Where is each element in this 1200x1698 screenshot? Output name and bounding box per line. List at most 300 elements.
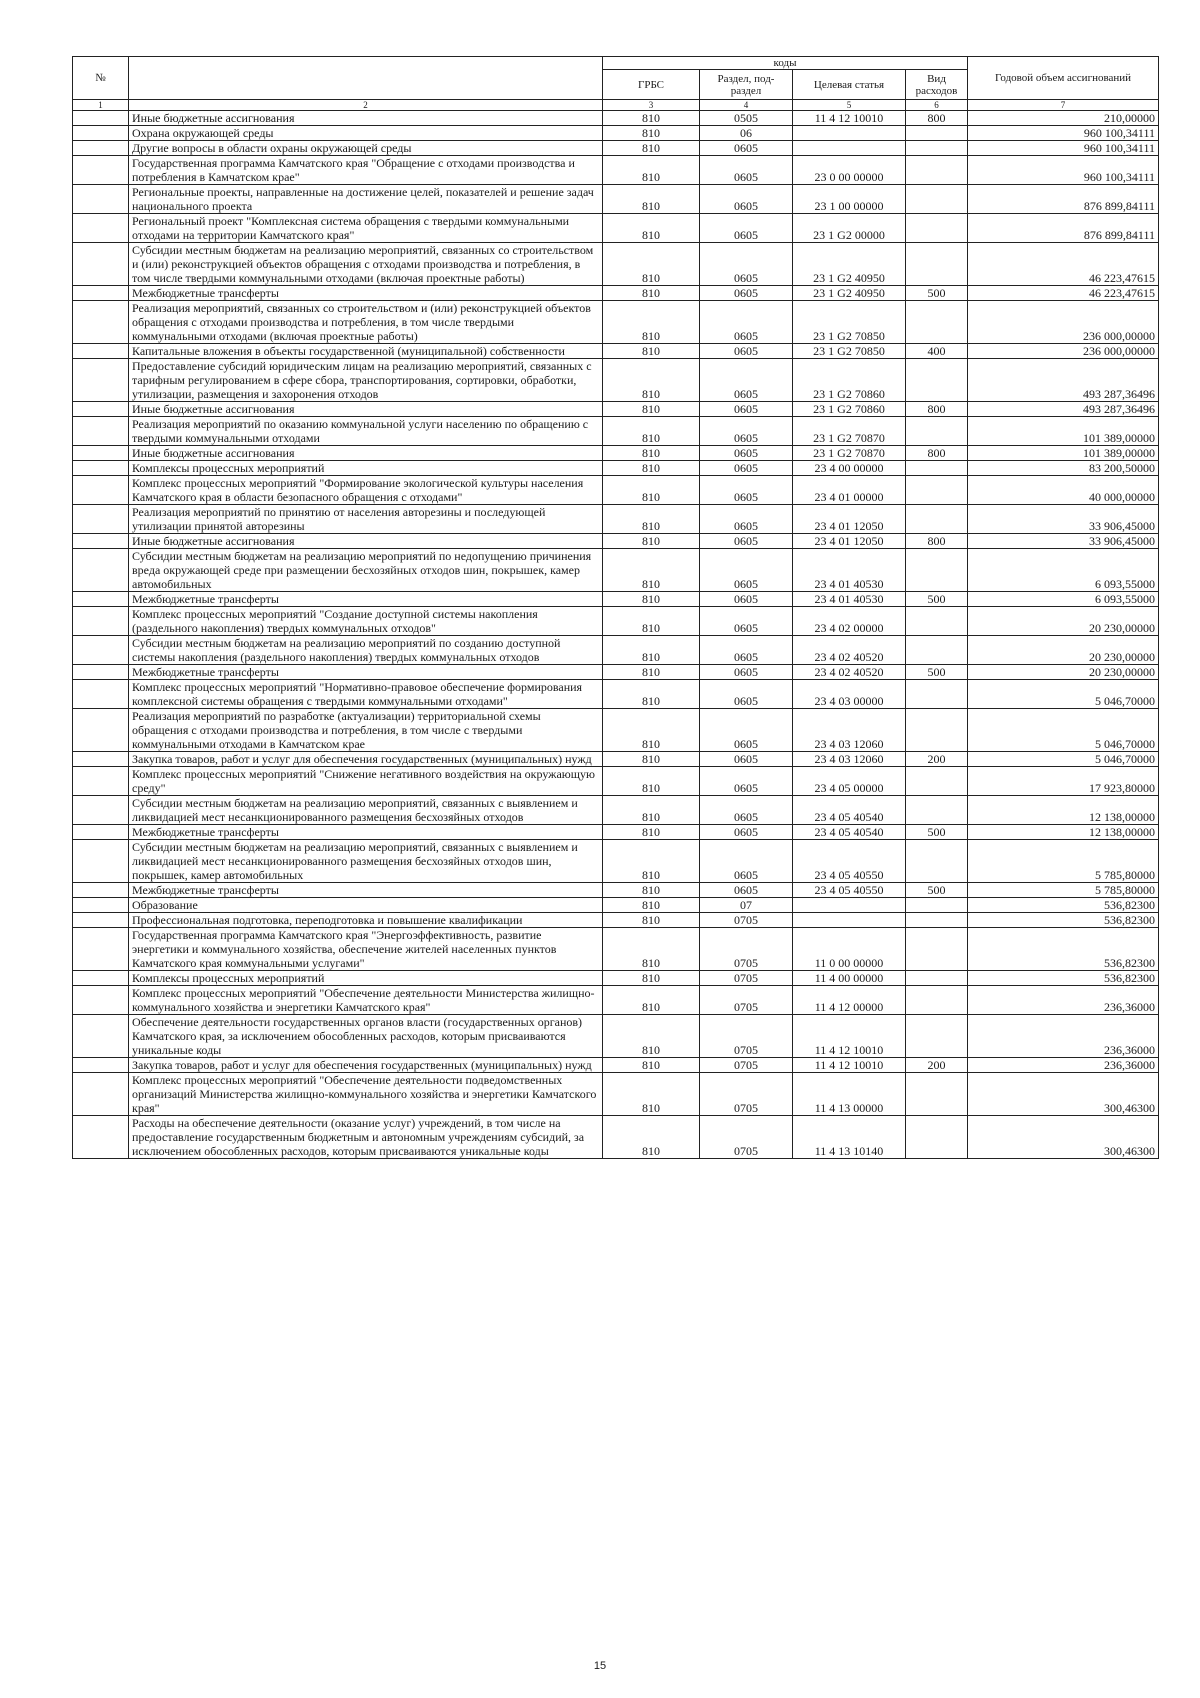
- row-number-cell: [73, 1116, 129, 1159]
- column-number: 2: [129, 100, 603, 111]
- row-grbs-cell: 810: [603, 344, 700, 359]
- row-amount-cell: 20 230,00000: [968, 607, 1159, 636]
- table-row: [73, 286, 1159, 301]
- header-codes: коды: [603, 57, 968, 70]
- row-amount-cell: 236,36000: [968, 1015, 1159, 1058]
- header-grbs: ГРБС: [603, 70, 700, 100]
- row-grbs-cell: 810: [603, 592, 700, 607]
- row-exp-type-cell: 800: [906, 534, 968, 549]
- table-row: [73, 928, 1159, 971]
- row-grbs-cell: 810: [603, 636, 700, 665]
- row-exp-type-cell: [906, 1073, 968, 1116]
- row-target-cell: 11 4 13 10140: [793, 1116, 906, 1159]
- row-target-cell: 11 4 12 10010: [793, 1015, 906, 1058]
- row-grbs-cell: 810: [603, 840, 700, 883]
- table-body: [73, 111, 1159, 1159]
- row-section-cell: 0605: [700, 214, 793, 243]
- row-exp-type-cell: [906, 636, 968, 665]
- row-exp-type-cell: 500: [906, 592, 968, 607]
- row-target-cell: 23 1 G2 00000: [793, 214, 906, 243]
- row-number-cell: [73, 928, 129, 971]
- table-row: [73, 141, 1159, 156]
- row-grbs-cell: 810: [603, 549, 700, 592]
- row-grbs-cell: 810: [603, 185, 700, 214]
- row-number-cell: [73, 111, 129, 126]
- row-amount-cell: 20 230,00000: [968, 665, 1159, 680]
- row-number-cell: [73, 840, 129, 883]
- row-exp-type-cell: [906, 796, 968, 825]
- page-number: 15: [593, 1660, 607, 1672]
- row-target-cell: 23 1 G2 70850: [793, 301, 906, 344]
- row-exp-type-cell: [906, 185, 968, 214]
- row-target-cell: 23 1 G2 70870: [793, 417, 906, 446]
- row-number-cell: [73, 825, 129, 840]
- row-number-cell: [73, 344, 129, 359]
- row-section-cell: 0605: [700, 461, 793, 476]
- table-row: [73, 461, 1159, 476]
- row-number-cell: [73, 185, 129, 214]
- row-exp-type-cell: 800: [906, 402, 968, 417]
- row-name-cell: Межбюджетные трансферты: [129, 883, 603, 898]
- row-grbs-cell: 810: [603, 709, 700, 752]
- row-grbs-cell: 810: [603, 505, 700, 534]
- row-exp-type-cell: [906, 505, 968, 534]
- row-section-cell: 0605: [700, 636, 793, 665]
- row-exp-type-cell: [906, 840, 968, 883]
- row-exp-type-cell: [906, 709, 968, 752]
- table-row: [73, 301, 1159, 344]
- table-row: [73, 359, 1159, 402]
- row-exp-type-cell: [906, 680, 968, 709]
- row-grbs-cell: 810: [603, 476, 700, 505]
- row-target-cell: 23 4 03 00000: [793, 680, 906, 709]
- row-target-cell: 11 4 00 00000: [793, 971, 906, 986]
- table-row: [73, 898, 1159, 913]
- row-amount-cell: 20 230,00000: [968, 636, 1159, 665]
- row-exp-type-cell: [906, 141, 968, 156]
- row-grbs-cell: 810: [603, 898, 700, 913]
- row-name-cell: Реализация мероприятий по разработке (актуализации) территориальной схемы обращения с отходами производства и потребления, в том числе с твердыми коммунальными отходами в Камчатском крае: [129, 709, 603, 752]
- row-section-cell: 0705: [700, 1116, 793, 1159]
- row-name-cell: Профессиональная подготовка, переподготовка и повышение квалификации: [129, 913, 603, 928]
- row-exp-type-cell: [906, 476, 968, 505]
- table-row: [73, 665, 1159, 680]
- row-number-cell: [73, 402, 129, 417]
- row-number-cell: [73, 461, 129, 476]
- row-name-cell: Иные бюджетные ассигнования: [129, 446, 603, 461]
- row-target-cell: 23 4 05 40550: [793, 883, 906, 898]
- row-name-cell: Субсидии местным бюджетам на реализацию мероприятий, связанных со строительством и (или) реконструкцией объектов обращения с отходами производства и потребления, в том числе твердыми коммунальными отходами (включая проектные работы): [129, 243, 603, 286]
- row-section-cell: 0605: [700, 359, 793, 402]
- row-number-cell: [73, 141, 129, 156]
- row-section-cell: 0605: [700, 344, 793, 359]
- row-number-cell: [73, 796, 129, 825]
- row-number-cell: [73, 417, 129, 446]
- table-row: [73, 549, 1159, 592]
- row-number-cell: [73, 126, 129, 141]
- row-amount-cell: 5 046,70000: [968, 752, 1159, 767]
- row-section-cell: 0605: [700, 592, 793, 607]
- column-number: 5: [793, 100, 906, 111]
- row-grbs-cell: 810: [603, 446, 700, 461]
- row-exp-type-cell: [906, 461, 968, 476]
- row-target-cell: 23 1 00 00000: [793, 185, 906, 214]
- row-number-cell: [73, 505, 129, 534]
- row-name-cell: Предоставление субсидий юридическим лицам на реализацию мероприятий, связанных с тарифным регулированием в сфере сбора, транспортирования, сортировки, обработки, утилизации, размещения и захоронения отходов: [129, 359, 603, 402]
- row-section-cell: 0605: [700, 752, 793, 767]
- row-section-cell: 0605: [700, 767, 793, 796]
- row-amount-cell: 236 000,00000: [968, 301, 1159, 344]
- row-amount-cell: 6 093,55000: [968, 592, 1159, 607]
- row-target-cell: 23 4 03 12060: [793, 752, 906, 767]
- row-number-cell: [73, 898, 129, 913]
- row-target-cell: 23 4 01 12050: [793, 505, 906, 534]
- header-no: №: [73, 57, 129, 100]
- row-number-cell: [73, 913, 129, 928]
- row-name-cell: Комплексы процессных мероприятий: [129, 461, 603, 476]
- row-amount-cell: 960 100,34111: [968, 141, 1159, 156]
- row-amount-cell: 210,00000: [968, 111, 1159, 126]
- row-name-cell: Государственная программа Камчатского края "Энергоэффективность, развитие энергетики и коммунального хозяйства, обеспечение жителей населенных пунктов Камчатского края коммунальными услугами": [129, 928, 603, 971]
- row-target-cell: 23 4 05 40550: [793, 840, 906, 883]
- table-row: [73, 592, 1159, 607]
- row-target-cell: 23 1 G2 70860: [793, 402, 906, 417]
- row-amount-cell: 536,82300: [968, 971, 1159, 986]
- table-row: [73, 607, 1159, 636]
- row-name-cell: Комплексы процессных мероприятий: [129, 971, 603, 986]
- row-grbs-cell: 810: [603, 1073, 700, 1116]
- row-number-cell: [73, 156, 129, 185]
- table-row: [73, 971, 1159, 986]
- row-target-cell: 23 4 01 40530: [793, 592, 906, 607]
- row-number-cell: [73, 301, 129, 344]
- row-target-cell: 11 4 12 10010: [793, 1058, 906, 1073]
- table-row: [73, 534, 1159, 549]
- row-amount-cell: 5 046,70000: [968, 709, 1159, 752]
- row-grbs-cell: 810: [603, 156, 700, 185]
- row-amount-cell: 536,82300: [968, 928, 1159, 971]
- table-row: [73, 752, 1159, 767]
- row-grbs-cell: 810: [603, 1015, 700, 1058]
- row-section-cell: 0605: [700, 796, 793, 825]
- row-grbs-cell: 810: [603, 402, 700, 417]
- row-target-cell: 23 0 00 00000: [793, 156, 906, 185]
- row-grbs-cell: 810: [603, 796, 700, 825]
- row-amount-cell: 236,36000: [968, 986, 1159, 1015]
- row-name-cell: Субсидии местным бюджетам на реализацию мероприятий, связанных с выявлением и ликвидацией мест несанкционированного размещения бесхозяйных отходов шин, покрышек, камер автомобильных: [129, 840, 603, 883]
- row-name-cell: Межбюджетные трансферты: [129, 592, 603, 607]
- row-section-cell: 07: [700, 898, 793, 913]
- row-number-cell: [73, 592, 129, 607]
- row-target-cell: 23 4 05 40540: [793, 796, 906, 825]
- row-exp-type-cell: [906, 986, 968, 1015]
- row-section-cell: 0605: [700, 243, 793, 286]
- row-target-cell: 11 0 00 00000: [793, 928, 906, 971]
- table-row: [73, 767, 1159, 796]
- row-amount-cell: 5 046,70000: [968, 680, 1159, 709]
- row-section-cell: 0605: [700, 417, 793, 446]
- row-number-cell: [73, 359, 129, 402]
- row-number-cell: [73, 883, 129, 898]
- table-row: [73, 505, 1159, 534]
- row-exp-type-cell: 800: [906, 111, 968, 126]
- row-exp-type-cell: [906, 243, 968, 286]
- row-exp-type-cell: [906, 417, 968, 446]
- row-number-cell: [73, 534, 129, 549]
- row-name-cell: Иные бюджетные ассигнования: [129, 111, 603, 126]
- row-grbs-cell: 810: [603, 913, 700, 928]
- row-exp-type-cell: [906, 156, 968, 185]
- row-section-cell: 0605: [700, 286, 793, 301]
- row-amount-cell: 536,82300: [968, 898, 1159, 913]
- row-amount-cell: 5 785,80000: [968, 840, 1159, 883]
- row-section-cell: 0605: [700, 665, 793, 680]
- table-row: [73, 796, 1159, 825]
- row-section-cell: 0605: [700, 680, 793, 709]
- table-row: [73, 111, 1159, 126]
- row-number-cell: [73, 1015, 129, 1058]
- column-number: 4: [700, 100, 793, 111]
- row-name-cell: Реализация мероприятий по оказанию коммунальной услуги населению по обращению с твердыми коммунальными отходами: [129, 417, 603, 446]
- row-amount-cell: 101 389,00000: [968, 417, 1159, 446]
- table-row: [73, 825, 1159, 840]
- row-exp-type-cell: 400: [906, 344, 968, 359]
- header-exp-type: Вид расходов: [906, 70, 968, 100]
- row-section-cell: 0705: [700, 928, 793, 971]
- row-section-cell: 0605: [700, 185, 793, 214]
- row-section-cell: 0705: [700, 1073, 793, 1116]
- row-amount-cell: 300,46300: [968, 1116, 1159, 1159]
- row-exp-type-cell: 500: [906, 825, 968, 840]
- row-grbs-cell: 810: [603, 1116, 700, 1159]
- row-target-cell: 23 4 03 12060: [793, 709, 906, 752]
- row-section-cell: 0705: [700, 986, 793, 1015]
- row-grbs-cell: 810: [603, 111, 700, 126]
- table-row: [73, 446, 1159, 461]
- row-section-cell: 0605: [700, 534, 793, 549]
- row-amount-cell: 83 200,50000: [968, 461, 1159, 476]
- row-section-cell: 0605: [700, 505, 793, 534]
- row-number-cell: [73, 680, 129, 709]
- row-amount-cell: 876 899,84111: [968, 214, 1159, 243]
- table-row: [73, 1015, 1159, 1058]
- row-section-cell: 0605: [700, 301, 793, 344]
- row-number-cell: [73, 1073, 129, 1116]
- row-name-cell: Реализация мероприятий по принятию от населения авторезины и последующей утилизации принятой авторезины: [129, 505, 603, 534]
- row-name-cell: Другие вопросы в области охраны окружающей среды: [129, 141, 603, 156]
- row-grbs-cell: 810: [603, 607, 700, 636]
- row-section-cell: 0605: [700, 825, 793, 840]
- row-amount-cell: 5 785,80000: [968, 883, 1159, 898]
- row-exp-type-cell: [906, 214, 968, 243]
- row-target-cell: 23 4 01 00000: [793, 476, 906, 505]
- column-number: 6: [906, 100, 968, 111]
- row-section-cell: 0605: [700, 883, 793, 898]
- row-amount-cell: 101 389,00000: [968, 446, 1159, 461]
- row-name-cell: Обеспечение деятельности государственных органов власти (государственных органов) Камчатского края, за исключением обособленных расходов, которым присваиваются уникальные коды: [129, 1015, 603, 1058]
- header-name: [129, 57, 603, 100]
- row-target-cell: 23 4 01 12050: [793, 534, 906, 549]
- row-name-cell: Субсидии местным бюджетам на реализацию мероприятий, связанных с выявлением и ликвидацией мест несанкционированного размещения бесхозяйных отходов: [129, 796, 603, 825]
- row-target-cell: 23 4 05 40540: [793, 825, 906, 840]
- row-section-cell: 0505: [700, 111, 793, 126]
- table-row: [73, 680, 1159, 709]
- budget-table: [72, 56, 1159, 1159]
- row-exp-type-cell: [906, 928, 968, 971]
- row-name-cell: Межбюджетные трансферты: [129, 286, 603, 301]
- row-grbs-cell: 810: [603, 301, 700, 344]
- row-amount-cell: 46 223,47615: [968, 243, 1159, 286]
- row-number-cell: [73, 665, 129, 680]
- row-target-cell: 23 4 00 00000: [793, 461, 906, 476]
- table-row: [73, 636, 1159, 665]
- row-name-cell: Образование: [129, 898, 603, 913]
- row-section-cell: 0605: [700, 402, 793, 417]
- column-numbers-row: [73, 100, 1159, 111]
- row-section-cell: 0705: [700, 1015, 793, 1058]
- row-section-cell: 0705: [700, 913, 793, 928]
- row-name-cell: Комплекс процессных мероприятий "Обеспечение деятельности Министерства жилищно-коммунального хозяйства и энергетики Камчатского края": [129, 986, 603, 1015]
- row-name-cell: Иные бюджетные ассигнования: [129, 534, 603, 549]
- row-name-cell: Закупка товаров, работ и услуг для обеспечения государственных (муниципальных) нужд: [129, 1058, 603, 1073]
- row-grbs-cell: 810: [603, 767, 700, 796]
- table-row: [73, 402, 1159, 417]
- row-name-cell: Охрана окружающей среды: [129, 126, 603, 141]
- row-section-cell: 0605: [700, 840, 793, 883]
- row-grbs-cell: 810: [603, 665, 700, 680]
- row-target-cell: 23 4 01 40530: [793, 549, 906, 592]
- row-number-cell: [73, 1058, 129, 1073]
- row-name-cell: Комплекс процессных мероприятий "Обеспечение деятельности подведомственных организаций Министерства жилищно-коммунального хозяйства и энергетики Камчатского края": [129, 1073, 603, 1116]
- row-name-cell: Расходы на обеспечение деятельности (оказание услуг) учреждений, в том числе на предоставление государственным бюджетным и автономным учреждениям субсидий, за исключением обособленных расходов, которым присваиваются уникальные коды: [129, 1116, 603, 1159]
- row-grbs-cell: 810: [603, 141, 700, 156]
- row-amount-cell: 300,46300: [968, 1073, 1159, 1116]
- row-target-cell: [793, 898, 906, 913]
- row-target-cell: 23 4 02 00000: [793, 607, 906, 636]
- row-name-cell: Капитальные вложения в объекты государственной (муниципальной) собственности: [129, 344, 603, 359]
- row-name-cell: Субсидии местным бюджетам на реализацию мероприятий по созданию доступной системы накопления (раздельного накопления) твердых коммунальных отходов: [129, 636, 603, 665]
- row-exp-type-cell: 500: [906, 286, 968, 301]
- row-target-cell: [793, 126, 906, 141]
- row-exp-type-cell: [906, 1116, 968, 1159]
- row-name-cell: Иные бюджетные ассигнования: [129, 402, 603, 417]
- row-number-cell: [73, 243, 129, 286]
- row-grbs-cell: 810: [603, 534, 700, 549]
- row-exp-type-cell: [906, 607, 968, 636]
- row-grbs-cell: 810: [603, 461, 700, 476]
- row-target-cell: [793, 913, 906, 928]
- row-grbs-cell: 810: [603, 986, 700, 1015]
- row-section-cell: 0705: [700, 971, 793, 986]
- row-section-cell: 0705: [700, 1058, 793, 1073]
- row-exp-type-cell: [906, 898, 968, 913]
- column-number: 1: [73, 100, 129, 111]
- row-grbs-cell: 810: [603, 825, 700, 840]
- row-grbs-cell: 810: [603, 752, 700, 767]
- table-row: [73, 1058, 1159, 1073]
- row-name-cell: Государственная программа Камчатского края "Обращение с отходами производства и потребления в Камчатском крае": [129, 156, 603, 185]
- row-target-cell: 11 4 13 00000: [793, 1073, 906, 1116]
- row-amount-cell: 40 000,00000: [968, 476, 1159, 505]
- row-name-cell: Региональные проекты, направленные на достижение целей, показателей и решение задач национального проекта: [129, 185, 603, 214]
- row-exp-type-cell: [906, 1015, 968, 1058]
- table-row: [73, 344, 1159, 359]
- row-target-cell: 23 4 05 00000: [793, 767, 906, 796]
- table-row: [73, 126, 1159, 141]
- row-target-cell: 23 1 G2 40950: [793, 243, 906, 286]
- row-exp-type-cell: 200: [906, 1058, 968, 1073]
- row-grbs-cell: 810: [603, 126, 700, 141]
- table-row: [73, 883, 1159, 898]
- row-amount-cell: 236 000,00000: [968, 344, 1159, 359]
- row-name-cell: Субсидии местным бюджетам на реализацию мероприятий по недопущению причинения вреда окружающей среде при размещении бесхозяйных отходов шин, покрышек, камер автомобильных: [129, 549, 603, 592]
- row-target-cell: 23 4 02 40520: [793, 636, 906, 665]
- row-target-cell: 23 1 G2 70850: [793, 344, 906, 359]
- table-row: [73, 417, 1159, 446]
- row-grbs-cell: 810: [603, 286, 700, 301]
- row-amount-cell: 493 287,36496: [968, 359, 1159, 402]
- row-number-cell: [73, 446, 129, 461]
- row-name-cell: Закупка товаров, работ и услуг для обеспечения государственных (муниципальных) нужд: [129, 752, 603, 767]
- row-grbs-cell: 810: [603, 971, 700, 986]
- row-name-cell: Межбюджетные трансферты: [129, 825, 603, 840]
- row-name-cell: Комплекс процессных мероприятий "Формирование экологической культуры населения Камчатского края в области безопасного обращения с отходами": [129, 476, 603, 505]
- row-name-cell: Комплекс процессных мероприятий "Снижение негативного воздействия на окружающую среду": [129, 767, 603, 796]
- table-header: [73, 57, 1159, 111]
- table-row: [73, 476, 1159, 505]
- row-exp-type-cell: 200: [906, 752, 968, 767]
- row-amount-cell: 876 899,84111: [968, 185, 1159, 214]
- row-amount-cell: 536,82300: [968, 913, 1159, 928]
- row-grbs-cell: 810: [603, 359, 700, 402]
- row-exp-type-cell: [906, 359, 968, 402]
- row-section-cell: 0605: [700, 549, 793, 592]
- header-target: Целевая статья: [793, 70, 906, 100]
- row-exp-type-cell: [906, 971, 968, 986]
- row-grbs-cell: 810: [603, 883, 700, 898]
- column-number: 3: [603, 100, 700, 111]
- row-amount-cell: 960 100,34111: [968, 126, 1159, 141]
- table-row: [73, 214, 1159, 243]
- table-row: [73, 913, 1159, 928]
- row-section-cell: 0605: [700, 141, 793, 156]
- header-volume: Годовой объем ассигнований: [968, 57, 1159, 100]
- row-target-cell: 23 1 G2 70860: [793, 359, 906, 402]
- row-grbs-cell: 810: [603, 243, 700, 286]
- row-exp-type-cell: [906, 549, 968, 592]
- row-number-cell: [73, 286, 129, 301]
- row-exp-type-cell: [906, 126, 968, 141]
- row-number-cell: [73, 636, 129, 665]
- row-number-cell: [73, 214, 129, 243]
- row-number-cell: [73, 971, 129, 986]
- row-exp-type-cell: 500: [906, 665, 968, 680]
- row-number-cell: [73, 476, 129, 505]
- table-row: [73, 1073, 1159, 1116]
- row-target-cell: 11 4 12 00000: [793, 986, 906, 1015]
- table-row: [73, 243, 1159, 286]
- row-grbs-cell: 810: [603, 1058, 700, 1073]
- table-row: [73, 986, 1159, 1015]
- row-number-cell: [73, 767, 129, 796]
- row-target-cell: 23 4 02 40520: [793, 665, 906, 680]
- row-name-cell: Комплекс процессных мероприятий "Нормативно-правовое обеспечение формирования комплексной системы обращения с твердыми коммунальными отходами": [129, 680, 603, 709]
- row-target-cell: 23 1 G2 40950: [793, 286, 906, 301]
- row-section-cell: 0605: [700, 446, 793, 461]
- row-amount-cell: 33 906,45000: [968, 505, 1159, 534]
- row-amount-cell: 17 923,80000: [968, 767, 1159, 796]
- row-name-cell: Межбюджетные трансферты: [129, 665, 603, 680]
